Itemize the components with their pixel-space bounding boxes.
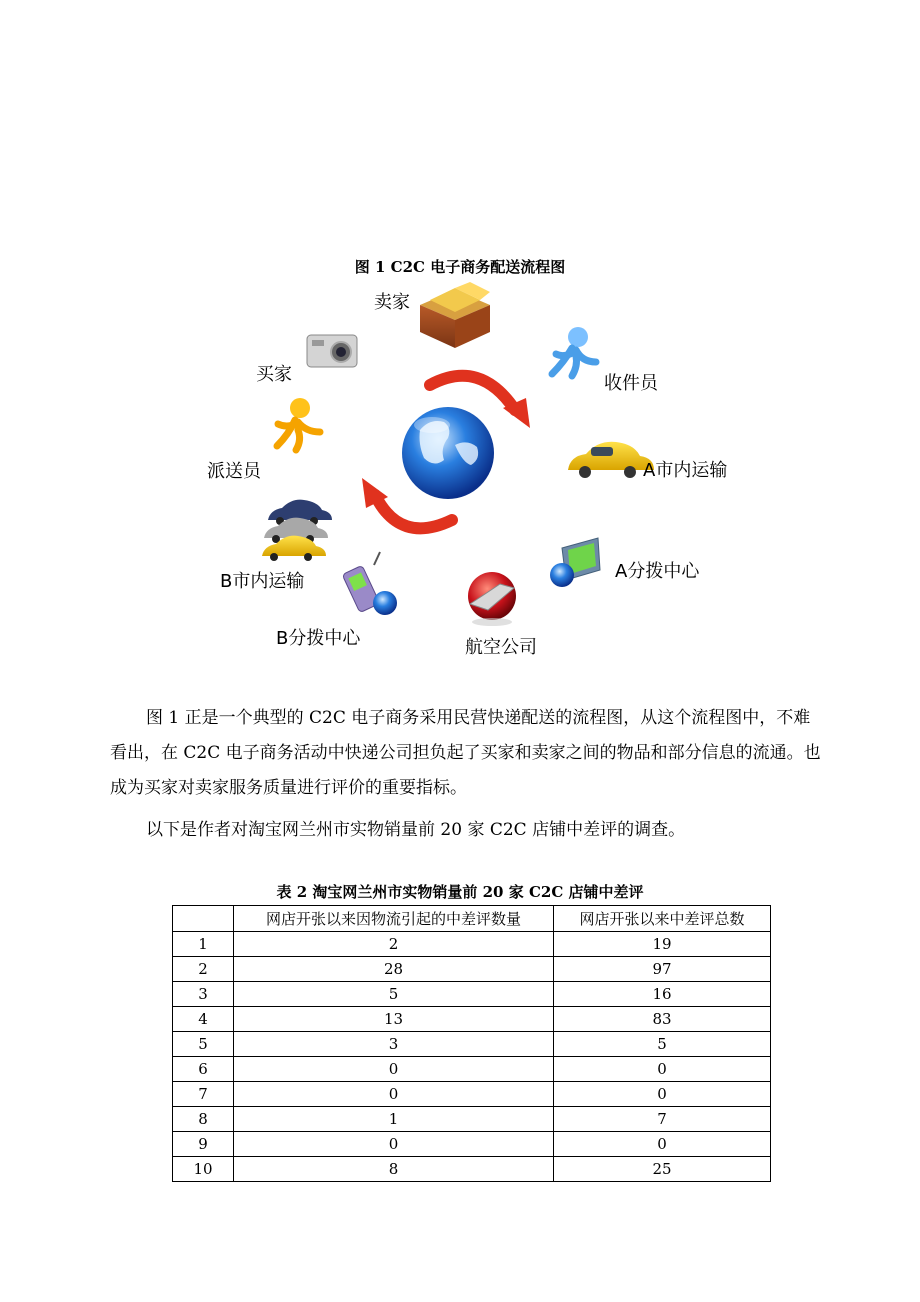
cell-index: 2: [173, 957, 234, 982]
node-label-b-city-transport: B市内运输: [220, 571, 305, 592]
figure-caption: 图 1 C2C 电子商务配送流程图: [354, 258, 566, 276]
table-row: [173, 932, 771, 957]
table-header-row: [173, 906, 771, 932]
yellow-car-icon: [568, 442, 654, 478]
cell-index: 7: [173, 1082, 234, 1107]
table-row: [173, 982, 771, 1007]
airline-icon: [468, 572, 516, 626]
cell-total: 83: [554, 1007, 771, 1032]
table-row: [173, 1157, 771, 1182]
cell-logistics: 2: [234, 932, 554, 957]
cell-total: 19: [554, 932, 771, 957]
cell-total: 0: [554, 1082, 771, 1107]
cell-index: 1: [173, 932, 234, 957]
cell-total: 25: [554, 1157, 771, 1182]
cell-index: 10: [173, 1157, 234, 1182]
table-row: [173, 1082, 771, 1107]
cell-index: 6: [173, 1057, 234, 1082]
package-box-icon: [420, 282, 490, 348]
cell-logistics: 0: [234, 1082, 554, 1107]
globe-icon: [402, 407, 494, 499]
collector-person-icon: [552, 327, 596, 376]
node-label-buyer: 买家: [256, 364, 292, 385]
cell-index: 9: [173, 1132, 234, 1157]
node-label-a-city-transport: A市内运输: [643, 460, 728, 481]
cell-total: 0: [554, 1132, 771, 1157]
cell-total: 5: [554, 1032, 771, 1057]
cell-total: 97: [554, 957, 771, 982]
cell-index: 4: [173, 1007, 234, 1032]
cell-total: 7: [554, 1107, 771, 1132]
node-label-a-hub: A分拨中心: [615, 561, 700, 582]
node-label-airline: 航空公司: [465, 637, 537, 658]
table-row: [173, 1057, 771, 1082]
cell-logistics: 0: [234, 1057, 554, 1082]
cell-logistics: 28: [234, 957, 554, 982]
table-row: [173, 1107, 771, 1132]
table-row: [173, 1007, 771, 1032]
node-label-seller: 卖家: [374, 292, 410, 313]
cell-index: 3: [173, 982, 234, 1007]
header-cell-logistics-complaints: 网店开张以来因物流引起的中差评数量: [234, 906, 554, 932]
mobile-phone-icon: [342, 552, 397, 615]
cell-logistics: 1: [234, 1107, 554, 1132]
table-row: [173, 957, 771, 982]
table-caption: 表 2 淘宝网兰州市实物销量前 20 家 C2C 店铺中差评: [276, 883, 644, 901]
header-cell-total-complaints: 网店开张以来中差评总数: [554, 906, 771, 932]
cell-logistics: 8: [234, 1157, 554, 1182]
cell-logistics: 5: [234, 982, 554, 1007]
node-label-courier: 派送员: [207, 461, 261, 482]
node-label-b-hub: B分拨中心: [276, 628, 361, 649]
cell-logistics: 13: [234, 1007, 554, 1032]
computer-network-icon: [550, 538, 600, 587]
body-paragraph-2: 以下是作者对淘宝网兰州市实物销量前 20 家 C2C 店铺中差评的调查。: [146, 820, 686, 840]
courier-person-icon: [277, 398, 320, 450]
table-row: [173, 1132, 771, 1157]
cell-total: 0: [554, 1057, 771, 1082]
header-cell-index: [173, 906, 234, 932]
body-paragraph-1: 图 1 正是一个典型的 C2C 电子商务采用民营快递配送的流程图，从这个流程图中，不难看出，在 C2C 电子商务活动中快递公司担负起了买家和卖家之间的物品和部分信息的流通。也成为买家对卖家服务质量进行评价的重要指标。: [110, 708, 821, 798]
car-stack-icon: [262, 500, 332, 561]
table-row: [173, 1032, 771, 1057]
node-label-collector: 收件员: [604, 373, 658, 394]
cell-logistics: 0: [234, 1132, 554, 1157]
cell-index: 8: [173, 1107, 234, 1132]
cell-total: 16: [554, 982, 771, 1007]
cell-logistics: 3: [234, 1032, 554, 1057]
complaints-table: [172, 905, 771, 1182]
cell-index: 5: [173, 1032, 234, 1057]
camera-icon: [307, 335, 357, 367]
